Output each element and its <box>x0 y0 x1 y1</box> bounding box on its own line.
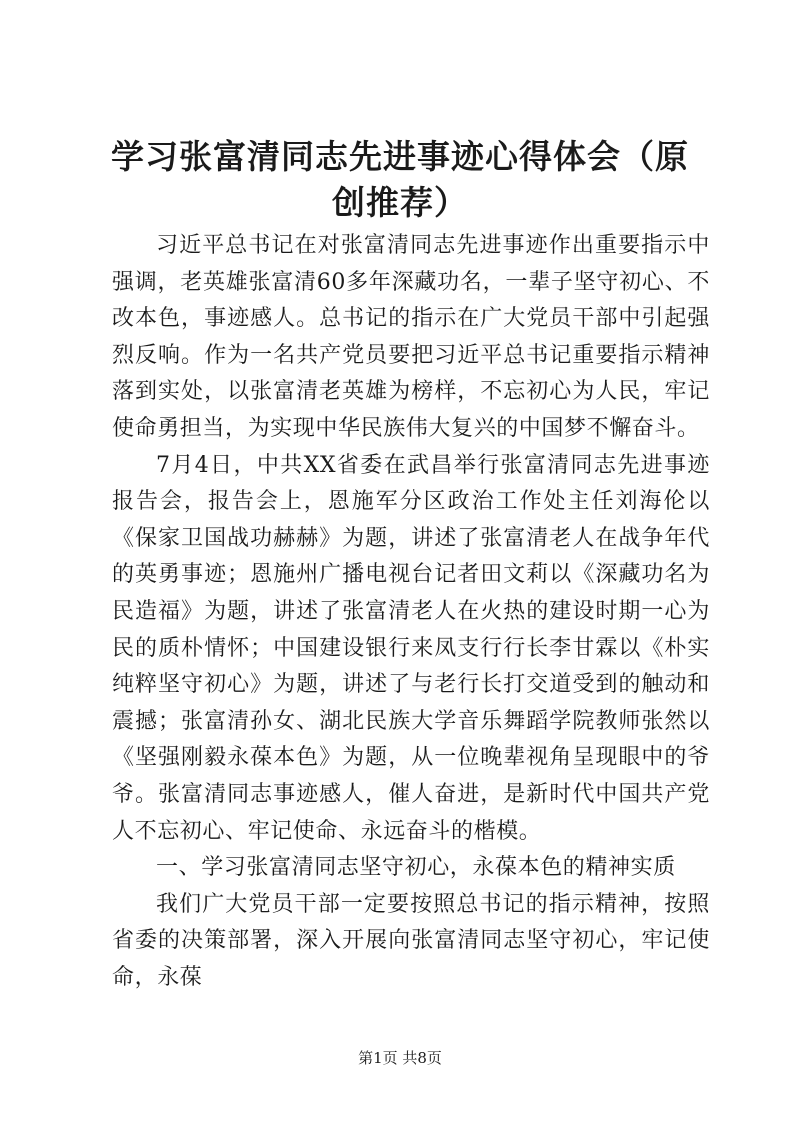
section-heading: 一、学习张富清同志坚守初心，永葆本色的精神实质 <box>156 855 676 881</box>
document-body <box>112 228 710 996</box>
document-title: 学习张富清同志先进事迹心得体会（原创推荐） <box>111 137 689 222</box>
paragraph-report-meeting: 7月4日，中共XX省委在武昌举行张富清同志先进事迹报告会，报告会上，恩施军分区政治工作处主任刘海伦以《保家卫国战功赫赫》为题，讲述了张富清老人在战争年代的英勇事迹；恩施州广播电视台记者田文莉以《深藏功名为民造福》为题，讲述了张富清老人在火热的建设时期一心为民的质朴情怀；中国建设银行来凤支行行长李甘霖以《朴实纯粹坚守初心》为题，讲述了与老行长打交道受到的触动和震撼；张富清孙女、湖北民族大学音乐舞蹈学院教师张然以《坚强刚毅永葆本色》为题，从一位晚辈视角呈现眼中的爷爷。张富清同志事迹感人，催人奋进，是新时代中国共产党人不忘初心、牢记使命、永远奋斗的楷模。 <box>112 452 710 844</box>
paragraph-section-body: 我们广大党员干部一定要按照总书记的指示精神，按照省委的决策部署，深入开展向张富清同志坚守初心，牢记使命，永葆 <box>112 891 710 990</box>
page-number-footer: 第1页 共8页 <box>358 1049 442 1067</box>
paragraph-intro: 习近平总书记在对张富清同志先进事迹作出重要指示中强调，老英雄张富清60多年深藏功名，一辈子坚守初心、不改本色，事迹感人。总书记的指示在广大党员干部中引起强烈反响。作为一名共产党员要把习近平总书记重要指示精神落到实处，以张富清老英雄为榜样，不忘初心为人民，牢记使命勇担当，为实现中华民族伟大复兴的中国梦不懈奋斗。 <box>112 233 710 441</box>
